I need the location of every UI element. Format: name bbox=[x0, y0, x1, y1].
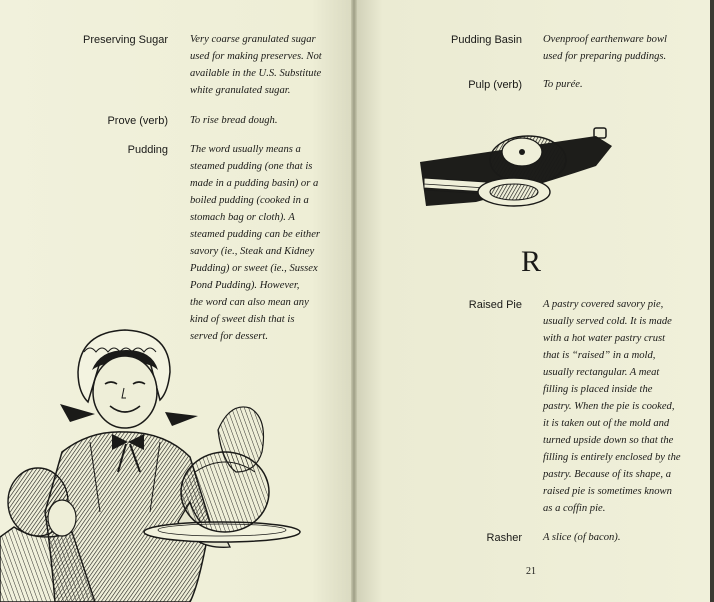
definition-pulp: To purée. bbox=[543, 79, 583, 90]
definition-preserving-sugar: Very coarse granulated sugar used for making preserves. Not available in the U.S. Substitute white granulated sugar. bbox=[190, 34, 322, 96]
definition-pudding: The word usually means a steamed pudding (one that is made in a pudding basin) or a boiled pudding (cooked in a stomach bag or cloth). A steamed pudding can be either savory (ie., Steak and Kidney Pudding) or sweet (ie., Sussex Pond Pudding). However, the word can also mean any kind of sweet dish that is served for dessert. bbox=[190, 144, 321, 342]
term-pudding-basin: Pudding Basin bbox=[451, 34, 522, 46]
page-edge bbox=[710, 0, 714, 602]
term-prove: Prove (verb) bbox=[107, 115, 168, 127]
section-letter: R bbox=[521, 245, 542, 278]
definition-raised-pie: A pastry covered savory pie, usually served cold. It is made with a hot water pastry crust that is “raised” in a mold, usually rectangular. A meat filling is placed inside the pastry. When the pie is cooked, it is taken out of the mold and turned upside down so that the filling is entirely enclosed by the pastry. Because of its shape, a raised pie is sometimes known as a coffin pie. bbox=[543, 299, 681, 514]
term-rasher: Rasher bbox=[486, 532, 522, 544]
definition-prove: To rise bread dough. bbox=[190, 115, 278, 126]
term-pulp: Pulp (verb) bbox=[468, 79, 522, 91]
term-raised-pie: Raised Pie bbox=[468, 299, 522, 311]
term-pudding: Pudding bbox=[127, 144, 168, 156]
definition-pudding-basin: Ovenproof earthenware bowl used for preparing puddings. bbox=[543, 34, 667, 62]
page-number: 21 bbox=[526, 566, 536, 577]
woman-serving-pudding-engraving-icon bbox=[0, 322, 352, 602]
ham-on-board-engraving-icon bbox=[416, 126, 616, 212]
definition-rasher: A slice (of bacon). bbox=[543, 532, 621, 543]
term-preserving-sugar: Preserving Sugar bbox=[83, 34, 168, 46]
